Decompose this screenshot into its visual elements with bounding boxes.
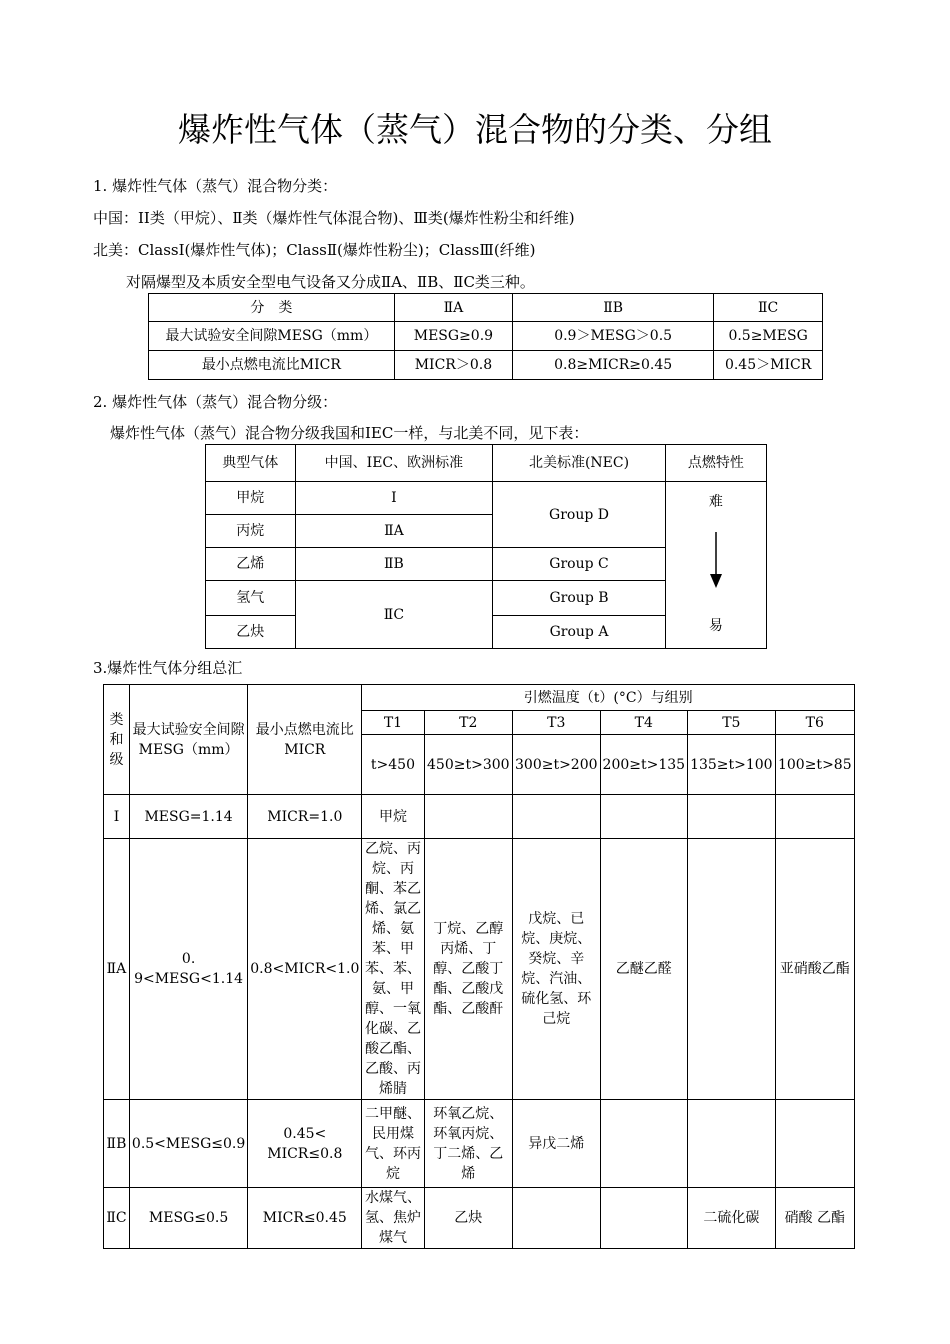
table-cell: ⅡB	[295, 548, 493, 581]
table-cell: MESG≤0.5	[129, 1188, 247, 1249]
table-cell: 乙炔	[424, 1188, 512, 1249]
table-cell: 100≥t>85	[775, 735, 854, 795]
ignition-easy: 易	[708, 618, 723, 634]
table-cell: 亚硝酸乙酯	[775, 839, 854, 1100]
page-title: 爆炸性气体（蒸气）混合物的分类、分组	[178, 110, 772, 149]
table-cell: Group D	[493, 482, 665, 548]
ignition-hard: 难	[708, 494, 723, 510]
table-cell: 0.8≥MICR≥0.45	[513, 351, 714, 380]
table-cell: 0. 9<MESG<1.14	[129, 839, 247, 1100]
table-cell: ⅡA	[295, 515, 493, 548]
table-header: T6	[775, 711, 854, 735]
table-header: 引燃温度（t）(°C）与组别	[362, 685, 855, 711]
table-cell: 0.5<MESG≤0.9	[129, 1100, 247, 1188]
table-cell: ⅡC	[295, 581, 493, 649]
table-cell: 乙醚乙醛	[600, 839, 688, 1100]
table-header: 中国、IEC、欧洲标准	[295, 445, 493, 482]
table-cell: ⅡB	[104, 1100, 130, 1188]
table-header: T2	[424, 711, 512, 735]
table-cell: 异戊二烯	[513, 1100, 601, 1188]
table-cell	[600, 1188, 688, 1249]
grouping-note: 爆炸性气体（蒸气）混合物分级我国和IEC一样，与北美不同，见下表：	[110, 424, 589, 442]
table-header: 分 类	[149, 294, 395, 322]
table-cell: 最小点燃电流比MICR	[149, 351, 395, 380]
table-cell: 0.5≥MESG	[714, 322, 823, 351]
table-cell: Group B	[493, 581, 665, 616]
table-cell: ⅡA	[104, 839, 130, 1100]
table-cell: 最大试验安全间隙MESG（mm）	[149, 322, 395, 351]
table-cell: Group C	[493, 548, 665, 581]
table-header: 北美标准(NEC)	[493, 445, 665, 482]
table-header: 最大试验安全间隙MESG（mm）	[129, 685, 247, 795]
table-cell: Ⅰ	[104, 795, 130, 839]
table-header: ⅡA	[394, 294, 512, 322]
table-cell: MICR≤0.45	[248, 1188, 362, 1249]
table-cell	[513, 1188, 601, 1249]
table-cell: Group A	[493, 616, 665, 649]
table-cell: MESG=1.14	[129, 795, 247, 839]
table-cell: 乙烷、丙烷、丙酮、苯乙烯、氯乙烯、氨苯、甲苯、苯、氨、甲醇、一氧化碳、乙酸乙酯、乙酸、丙烯腈	[362, 839, 424, 1100]
arrow-down-icon	[710, 532, 722, 588]
table-header: ⅡC	[714, 294, 823, 322]
table-cell	[775, 1100, 854, 1188]
table-header: 典型气体	[206, 445, 296, 482]
table-header: 类和级	[104, 685, 130, 795]
table-cell: 环氧乙烷、环氧丙烷、丁二烯、乙烯	[424, 1100, 512, 1188]
table-cell: 450≥t>300	[424, 735, 512, 795]
table-cell: 0.45< MICR≤0.8	[248, 1100, 362, 1188]
ignition-cell	[665, 482, 766, 649]
table-cell: 丁烷、乙醇丙烯、丁醇、乙酸丁酯、乙酸戊酯、乙酸酐	[424, 839, 512, 1100]
table-cell: 甲烷	[206, 482, 296, 515]
table-cell	[600, 1100, 688, 1188]
table-cell: 200≥t>135	[600, 735, 688, 795]
table-cell	[513, 795, 601, 839]
table-header: ⅡB	[513, 294, 714, 322]
table-cell: 硝酸 乙酯	[775, 1188, 854, 1249]
table-cell: 戊烷、已烷、庚烷、癸烷、辛烷、汽油、硫化氢、环己烷	[513, 839, 601, 1100]
section2-heading: 2. 爆炸性气体（蒸气）混合物分级：	[93, 393, 338, 411]
table-header: T5	[688, 711, 776, 735]
grouping-table	[205, 444, 767, 649]
table-cell: 甲烷	[362, 795, 424, 839]
table-cell	[600, 795, 688, 839]
table-cell: 0.8<MICR<1.0	[248, 839, 362, 1100]
table-cell: Ⅰ	[295, 482, 493, 515]
table-cell: 300≥t>200	[513, 735, 601, 795]
table-cell	[775, 795, 854, 839]
table-cell: 二甲醚、民用煤气、环丙烷	[362, 1100, 424, 1188]
table-cell: 乙炔	[206, 616, 296, 649]
table-cell: 氢气	[206, 581, 296, 616]
table-cell: 二硫化碳	[688, 1188, 776, 1249]
table-cell: 丙烷	[206, 515, 296, 548]
classification-table	[148, 293, 823, 380]
table-header: 最小点燃电流比MICR	[248, 685, 362, 795]
table-cell: MICR=1.0	[248, 795, 362, 839]
table-cell: ⅡC	[104, 1188, 130, 1249]
table-header: T4	[600, 711, 688, 735]
table-header: T3	[513, 711, 601, 735]
section1-heading: 1. 爆炸性气体（蒸气）混合物分类：	[93, 177, 338, 195]
table-cell: 0.9＞MESG＞0.5	[513, 322, 714, 351]
table-cell: MESG≥0.9	[394, 322, 512, 351]
summary-table	[103, 684, 855, 1249]
table-cell: 乙烯	[206, 548, 296, 581]
table-cell: MICR＞0.8	[394, 351, 512, 380]
table-cell: 水煤气、氢、焦炉煤气	[362, 1188, 424, 1249]
table-cell: 0.45＞MICR	[714, 351, 823, 380]
subclass-note: 对隔爆型及本质安全型电气设备又分成ⅡA、ⅡB、ⅡC类三种。	[126, 273, 535, 291]
section3-heading: 3.爆炸性气体分组总汇	[93, 659, 243, 677]
table-cell: t>450	[362, 735, 424, 795]
table-cell	[424, 795, 512, 839]
northamerica-classification: 北美：ClassⅠ(爆炸性气体)；ClassⅡ(爆炸性粉尘)；ClassⅢ(纤维)	[93, 241, 536, 259]
table-header: T1	[362, 711, 424, 735]
table-cell	[688, 839, 776, 1100]
table-header: 点燃特性	[665, 445, 766, 482]
china-classification: 中国：ⅠⅠ类（甲烷）、Ⅱ类（爆炸性气体混合物)、Ⅲ类(爆炸性粉尘和纤维)	[93, 209, 575, 227]
table-cell	[688, 1100, 776, 1188]
table-cell: 135≥t>100	[688, 735, 776, 795]
table-cell	[688, 795, 776, 839]
